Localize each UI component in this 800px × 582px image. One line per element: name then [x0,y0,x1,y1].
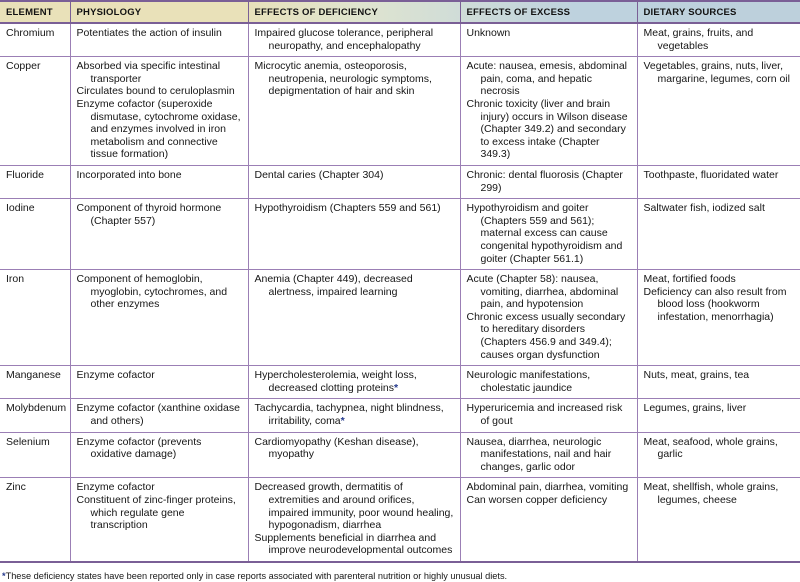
cell-element [0,399,70,432]
cell-paragraph: Incorporated into bone [76,168,182,181]
cell-paragraph: Nausea, diarrhea, neurologic manifestations, nail and hair changes, garlic odor [466,435,612,473]
cell-dietary-sources [637,57,800,166]
footnote-marker: * [340,415,345,428]
cell-dietary-sources [637,399,800,432]
cell-paragraph: Unknown [466,27,511,39]
cell-physiology [70,478,248,562]
column-header-deficiency: EFFECTS OF DEFICIENCY [248,1,460,23]
cell-paragraph: Acute: nausea, emesis, abdominal pain, coma, and hepatic necrosis [466,60,628,98]
cell-paragraph: Saltwater fish, iodized salt [643,202,765,215]
cell-paragraph: Can worsen copper deficiency [466,494,608,506]
cell-text [644,481,796,506]
element-name: Manganese [6,369,61,382]
cell-excess [460,432,637,478]
cell-element [0,199,70,270]
table-row [0,199,800,270]
cell-paragraph: Anemia (Chapter 449), decreased alertness, impaired learning [254,273,413,298]
cell-paragraph: Supplements beneficial in diarrhea and improve neurodevelopmental outcomes [254,531,453,557]
cell-text [255,481,455,557]
cell-text [644,27,796,52]
column-header-diet: DIETARY SOURCES [643,6,737,18]
cell-paragraph: Enzyme cofactor [76,369,155,382]
element-name: Molybdenum [6,402,67,415]
cell-element [0,57,70,166]
cell-paragraph: Meat, fortified foods [643,273,736,286]
cell-deficiency [248,432,460,478]
cell-physiology [70,199,248,270]
element-name: Copper [6,60,41,73]
cell-paragraph: Microcytic anemia, osteoporosis, neutropenia, neurologic symptoms, depigmentation of hair and skin [254,60,432,98]
cell-paragraph: Nuts, meat, grains, tea [643,369,750,382]
cell-paragraph: Dental caries (Chapter 304) [254,168,384,181]
cell-physiology [70,270,248,366]
cell-text [644,169,796,182]
cell-excess [460,23,637,57]
cell-dietary-sources [637,23,800,57]
column-header-element: ELEMENT [0,1,70,23]
cell-paragraph: Impaired glucose tolerance, peripheral neuropathy, and encephalopathy [254,27,434,52]
cell-text [467,402,632,427]
cell-paragraph: Constituent of zinc-finger proteins, which regulate gene transcription [76,494,236,532]
cell-paragraph: Hypothyroidism and goiter (Chapters 559 and 561); maternal excess can cause congenital hypothyroidism and goiter (Chapter 561.1) [466,202,623,265]
cell-paragraph: Component of thyroid hormone (Chapter 557) [76,202,222,227]
cell-element [0,23,70,57]
cell-text [467,369,632,394]
cell-element [0,366,70,399]
cell-text [77,202,243,227]
cell-text [255,60,455,98]
cell-paragraph: Absorbed via specific intestinal transporter [76,60,221,85]
cell-paragraph: Toothpaste, fluoridated water [643,168,779,181]
cell-dietary-sources [637,478,800,562]
cell-paragraph: Circulates bound to ceruloplasmin [76,85,235,98]
table-header [0,1,800,23]
table-footnote: *These deficiency states have been reported only in case reports associated with parenteral nutrition or highly unusual diets. [2,570,508,581]
element-name: Iron [6,273,25,286]
cell-physiology [70,165,248,198]
cell-paragraph: Meat, shellfish, whole grains, legumes, cheese [643,481,779,506]
cell-paragraph: Hypercholesterolemia, weight loss, decreased clotting proteins* [254,369,417,394]
cell-text [644,60,796,85]
table-row [0,165,800,198]
cell-physiology [70,366,248,399]
cell-paragraph: Meat, grains, fruits, and vegetables [643,27,754,52]
cell-text [467,27,632,40]
cell-physiology [70,399,248,432]
cell-dietary-sources [637,199,800,270]
table-row [0,366,800,399]
element-name: Chromium [6,27,55,39]
element-name: Zinc [6,481,26,494]
cell-text [77,369,243,382]
column-header-physiology: PHYSIOLOGY [70,1,248,23]
cell-text [644,369,796,382]
table-row [0,432,800,478]
cell-text [644,202,796,215]
table-row [0,23,800,57]
table-row [0,57,800,166]
cell-deficiency [248,478,460,562]
cell-paragraph: Deficiency can also result from blood loss (hookworm infestation, menorrhagia) [643,285,787,323]
cell-paragraph: Cardiomyopathy (Keshan disease), myopathy [254,435,419,461]
table-body [0,23,800,562]
cell-deficiency [248,57,460,166]
cell-physiology [70,432,248,478]
cell-text [77,60,243,161]
cell-text [77,402,243,427]
cell-text [644,436,796,461]
cell-text [467,202,632,265]
cell-text [467,436,632,474]
cell-deficiency [248,165,460,198]
cell-paragraph: Chronic: dental fluorosis (Chapter 299) [466,168,623,194]
cell-paragraph: Hypothyroidism (Chapters 559 and 561) [254,202,441,215]
cell-paragraph: Enzyme cofactor (superoxide dismutase, cytochrome oxidase, and enzymes involved in iron metabolism and connective tissue formation) [76,97,241,161]
cell-dietary-sources [637,432,800,478]
cell-element [0,478,70,562]
cell-deficiency [248,23,460,57]
cell-text [255,436,455,461]
element-name: Fluoride [6,168,44,181]
cell-text [77,436,243,461]
cell-paragraph: Chronic toxicity (liver and brain injury) occurs in Wilson disease (Chapter 349.2) and secondary to excess intake (Chapter 349.3) [466,97,628,161]
cell-text [644,273,796,323]
element-name: Selenium [6,435,50,448]
footnote-marker: * [394,381,399,394]
cell-excess [460,366,637,399]
cell-text [77,273,243,311]
table-row [0,399,800,432]
cell-paragraph: Enzyme cofactor [76,481,155,494]
cell-paragraph: Chronic excess usually secondary to hereditary disorders (Chapters 456.9 and 349.4); causes organ dysfunction [466,310,626,361]
cell-excess [460,57,637,166]
cell-paragraph: Meat, seafood, whole grains, garlic [643,435,778,461]
cell-text [644,402,796,415]
cell-text [467,273,632,361]
table-header-row [0,1,800,23]
cell-paragraph: Vegetables, grains, nuts, liver, margarine, legumes, corn oil [643,60,790,85]
cell-paragraph: Abdominal pain, diarrhea, vomiting [466,481,629,494]
cell-text [255,169,455,182]
cell-text [77,27,243,40]
cell-paragraph: Tachycardia, tachypnea, night blindness, irritability, coma* [254,402,444,428]
cell-paragraph: Neurologic manifestations, cholestatic jaundice [466,369,591,394]
table-row [0,478,800,562]
cell-excess [460,270,637,366]
cell-physiology [70,23,248,57]
cell-excess [460,399,637,432]
table-row [0,270,800,366]
cell-deficiency [248,366,460,399]
cell-paragraph: Enzyme cofactor (prevents oxidative damage) [76,435,202,461]
cell-deficiency [248,270,460,366]
cell-text [255,202,455,215]
cell-paragraph: Legumes, grains, liver [643,402,747,415]
cell-dietary-sources [637,165,800,198]
cell-excess [460,199,637,270]
cell-element [0,432,70,478]
cell-paragraph: Potentiates the action of insulin [76,27,222,39]
footnote-marker: * [2,570,6,581]
cell-text [77,169,243,182]
element-name: Iodine [6,202,35,215]
cell-text [467,60,632,161]
cell-physiology [70,57,248,166]
cell-excess [460,478,637,562]
cell-paragraph: Component of hemoglobin, myoglobin, cytochromes, and other enzymes [76,273,228,311]
cell-paragraph: Decreased growth, dermatitis of extremities and around orifices, impaired immunity, poor wound healing, hypogonadism, diarrhea [254,481,454,532]
cell-text [467,169,632,194]
cell-paragraph: Enzyme cofactor (xanthine oxidase and others) [76,402,240,428]
cell-text [255,27,455,52]
cell-dietary-sources [637,270,800,366]
cell-paragraph: Acute (Chapter 58): nausea, vomiting, diarrhea, abdominal pain, and hypotension [466,273,619,311]
cell-dietary-sources [637,366,800,399]
cell-element [0,270,70,366]
column-header-excess: EFFECTS OF EXCESS [460,1,637,23]
cell-text [255,402,455,427]
cell-text [77,481,243,531]
cell-paragraph: Hyperuricemia and increased risk of gout [466,402,623,428]
cell-element [0,165,70,198]
cell-deficiency [248,199,460,270]
cell-deficiency [248,399,460,432]
cell-text [255,369,455,394]
cell-text [255,273,455,298]
cell-excess [460,165,637,198]
cell-text [467,481,632,506]
